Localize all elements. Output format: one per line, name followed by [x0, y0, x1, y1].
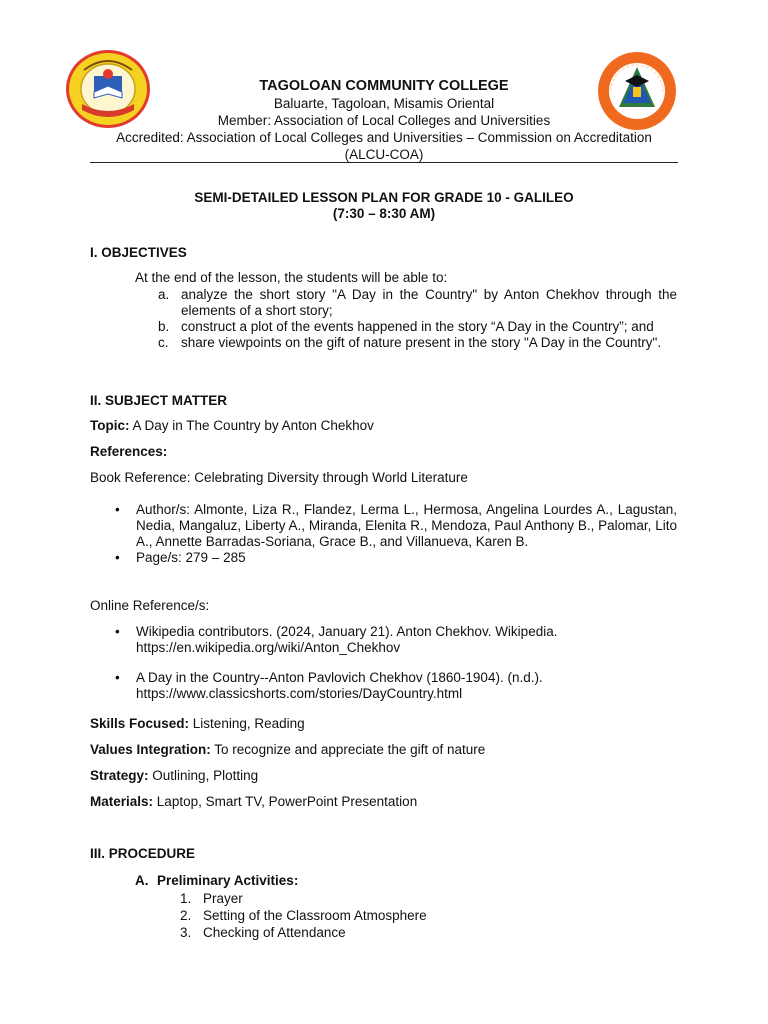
- title-line: SEMI-DETAILED LESSON PLAN FOR GRADE 10 - GALILEO: [194, 190, 574, 205]
- bullet-icon: •: [115, 502, 120, 517]
- book-reference: Book Reference: Celebrating Diversity through World Literature: [90, 470, 468, 485]
- list-item: • A Day in the Country--Anton Pavlovich Chekhov (1860-1904). (n.d.). https://www.classicshorts.com/stories/DayCountry.html: [112, 670, 677, 702]
- time-line: (7:30 – 8:30 AM): [332, 206, 436, 221]
- list-item: a. analyze the short story "A Day in the Country" by Anton Chekhov through the elements of a short story;: [158, 287, 677, 318]
- references-label: References:: [90, 444, 168, 459]
- objectives-heading: I. OBJECTIVES: [90, 245, 187, 260]
- preliminary-activities-heading: A. Preliminary Activities:: [135, 873, 299, 888]
- online-reference-label: Online Reference/s:: [90, 598, 210, 613]
- topic-line: Topic: A Day in The Country by Anton Chekhov: [90, 418, 374, 433]
- list-item: 3. Checking of Attendance: [180, 925, 346, 940]
- preliminary-activities-list: [180, 890, 427, 941]
- document-header: [96, 78, 672, 163]
- bullet-icon: •: [115, 624, 120, 639]
- header-divider: [90, 162, 678, 163]
- procedure-heading: III. PROCEDURE: [90, 846, 196, 861]
- list-item: 2. Setting of the Classroom Atmosphere: [180, 908, 427, 923]
- reference-link[interactable]: https://en.wikipedia.org/wiki/Anton_Chekhov: [136, 640, 401, 655]
- list-item: • Wikipedia contributors. (2024, January 21). Anton Chekhov. Wikipedia. https://en.wikipedia.org/wiki/Anton_Chekhov: [112, 624, 677, 656]
- online-reference-list: [112, 670, 677, 702]
- reference-link[interactable]: https://www.classicshorts.com/stories/DayCountry.html: [136, 686, 463, 701]
- strategy-line: Strategy: Outlining, Plotting: [90, 768, 259, 783]
- accreditation-line: Accredited: Association of Local Colleges and Universities – Commission on Accreditation (ALCU-COA): [116, 130, 652, 162]
- skills-line: Skills Focused: Listening, Reading: [90, 716, 305, 731]
- objectives-intro: At the end of the lesson, the students will be able to:: [135, 270, 448, 285]
- list-item: c. share viewpoints on the gift of nature present in the story "A Day in the Country".: [158, 335, 662, 350]
- list-item: 1. Prayer: [180, 891, 243, 906]
- book-reference-list: [112, 502, 677, 566]
- membership-line: Member: Association of Local Colleges and Universities: [217, 113, 551, 128]
- list-item: • Page/s: 279 – 285: [115, 550, 246, 565]
- bullet-icon: •: [115, 550, 120, 565]
- subject-matter-heading: II. SUBJECT MATTER: [90, 393, 228, 408]
- lesson-plan-title: [90, 190, 678, 222]
- bullet-icon: •: [115, 670, 120, 685]
- values-line: Values Integration: To recognize and appreciate the gift of nature: [90, 742, 486, 757]
- list-item: b. construct a plot of the events happened in the story “A Day in the Country”; and: [158, 319, 654, 334]
- online-reference-list: [112, 624, 677, 656]
- college-address: Baluarte, Tagoloan, Misamis Oriental: [273, 96, 495, 111]
- objectives-list: [158, 287, 677, 351]
- materials-line: Materials: Laptop, Smart TV, PowerPoint Presentation: [90, 794, 418, 809]
- college-name: TAGOLOAN COMMUNITY COLLEGE: [259, 78, 509, 94]
- list-item: • Author/s: Almonte, Liza R., Flandez, Lerma L., Hermosa, Angelina Lourdes A., Lagustan, Nedia, Mangaluz, Liberty A., Miranda, Elenita R., Mendoza, Paul Anthony B., Palomar, Lito A., Annette Barradas-Soriana, Grace B., and Villanueva, Karen B.: [115, 502, 677, 549]
